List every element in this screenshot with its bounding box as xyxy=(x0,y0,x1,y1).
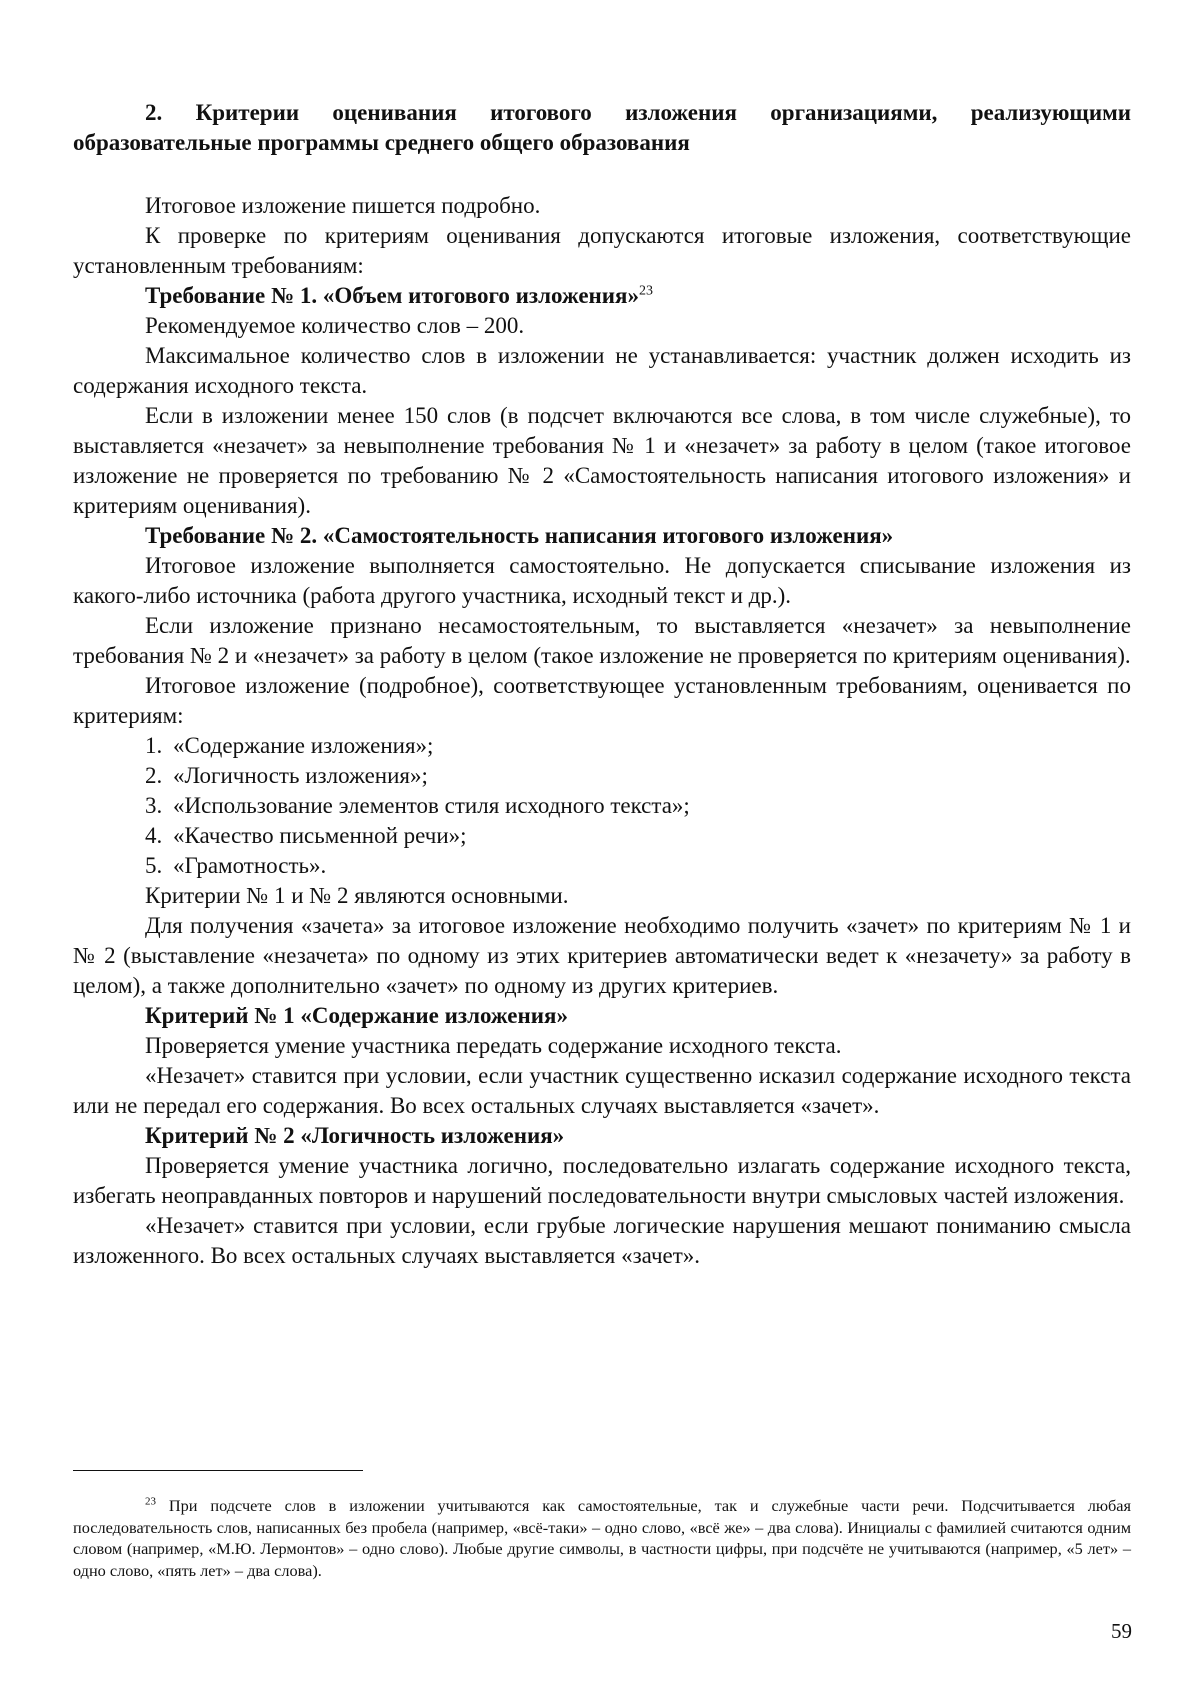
paragraph: Итоговое изложение (подробное), соответствующее установленным требованиям, оценивается по критериям: xyxy=(73,673,1131,728)
footnote-divider xyxy=(73,1470,363,1471)
paragraph: Итоговое изложение выполняется самостоятельно. Не допускается списывание изложения из какого-либо источника (работа другого участника, исходный текст и др.). xyxy=(73,553,1131,608)
paragraph: Итоговое изложение пишется подробно. xyxy=(145,193,541,218)
main-content xyxy=(73,98,1131,1271)
list-number: 5. xyxy=(145,853,163,878)
requirement-1-title: Требование № 1. «Объем итогового изложения» xyxy=(145,283,639,308)
list-text: «Содержание изложения»; xyxy=(173,733,434,758)
criterion-1-heading: Критерий № 1 «Содержание изложения» xyxy=(145,1003,568,1028)
paragraph: К проверке по критериям оценивания допускаются итоговые изложения, соответствующие установленным требованиям: xyxy=(73,223,1131,278)
list-item xyxy=(145,731,1131,761)
page-number: 59 xyxy=(1111,1619,1132,1643)
section-heading: 2. Критерии оценивания итогового изложения организациями, реализующими образовательные программы среднего общего образования xyxy=(73,100,1131,155)
list-text: «Использование элементов стиля исходного текста»; xyxy=(173,793,690,818)
footnote-text: При подсчете слов в изложении учитываются как самостоятельные, так и служебные части речи. Подсчитывается любая последовательность слов, написанных без пробела (например, «всё-таки» – одно слово, «всё же» – два слова). Инициалы с фамилией считаются одним словом (например, «М.Ю. Лермонтов» – одно слово). Любые другие символы, в частности цифры, при подсчёте не учитываются (например, «5 лет» – одно слово, «пять лет» – два слова). xyxy=(73,1496,1131,1580)
paragraph: Рекомендуемое количество слов – 200. xyxy=(145,313,525,338)
paragraph: Если в изложении менее 150 слов (в подсчет включаются все слова, в том числе служебные), то выставляется «незачет» за невыполнение требования № 1 и «незачет» за работу в целом (такое итоговое изложение не проверяется по требованию № 2 «Самостоятельность написания итогового изложения» и критериям оценивания). xyxy=(73,403,1131,518)
requirement-1-heading xyxy=(145,281,1131,311)
list-item xyxy=(145,761,1131,791)
paragraph: Проверяется умение участника передать содержание исходного текста. xyxy=(145,1033,842,1058)
list-item xyxy=(145,821,1131,851)
list-text: «Логичность изложения»; xyxy=(173,763,428,788)
paragraph: «Незачет» ставится при условии, если участник существенно исказил содержание исходного текста или не передал его содержания. Во всех остальных случаях выставляется «зачет». xyxy=(73,1063,1131,1118)
requirement-2-heading: Требование № 2. «Самостоятельность написания итогового изложения» xyxy=(145,523,894,548)
paragraph: Проверяется умение участника логично, последовательно излагать содержание исходного текста, избегать неоправданных повторов и нарушений последовательности внутри смысловых частей изложения. xyxy=(73,1153,1131,1208)
paragraph: Критерии № 1 и № 2 являются основными. xyxy=(145,883,569,908)
list-number: 1. xyxy=(145,733,163,758)
paragraph: Максимальное количество слов в изложении не устанавливается: участник должен исходить из содержания исходного текста. xyxy=(73,343,1131,398)
paragraph: Если изложение признано несамостоятельным, то выставляется «незачет» за невыполнение требования № 2 и «незачет» за работу в целом (такое изложение не проверяется по критериям оценивания). xyxy=(73,613,1131,668)
footnote xyxy=(73,1495,1131,1581)
list-number: 4. xyxy=(145,823,163,848)
paragraph: Для получения «зачета» за итоговое изложение необходимо получить «зачет» по критериям № 1 и № 2 (выставление «незачета» по одному из этих критериев автоматически ведет к «незачету» за работу в целом), а также дополнительно «зачет» по одному из других критериев. xyxy=(73,913,1131,998)
list-text: «Качество письменной речи»; xyxy=(173,823,467,848)
list-item xyxy=(145,851,1131,881)
footnote-ref[interactable]: 23 xyxy=(638,283,653,299)
list-item xyxy=(145,791,1131,821)
list-text: «Грамотность». xyxy=(173,853,327,878)
criteria-list xyxy=(73,731,1131,881)
criterion-2-heading: Критерий № 2 «Логичность изложения» xyxy=(145,1123,565,1148)
list-number: 2. xyxy=(145,763,163,788)
footnote-number: 23 xyxy=(145,1495,156,1508)
list-number: 3. xyxy=(145,793,163,818)
paragraph: «Незачет» ставится при условии, если грубые логические нарушения мешают пониманию смысла изложенного. Во всех остальных случаях выставляется «зачет». xyxy=(73,1213,1131,1268)
